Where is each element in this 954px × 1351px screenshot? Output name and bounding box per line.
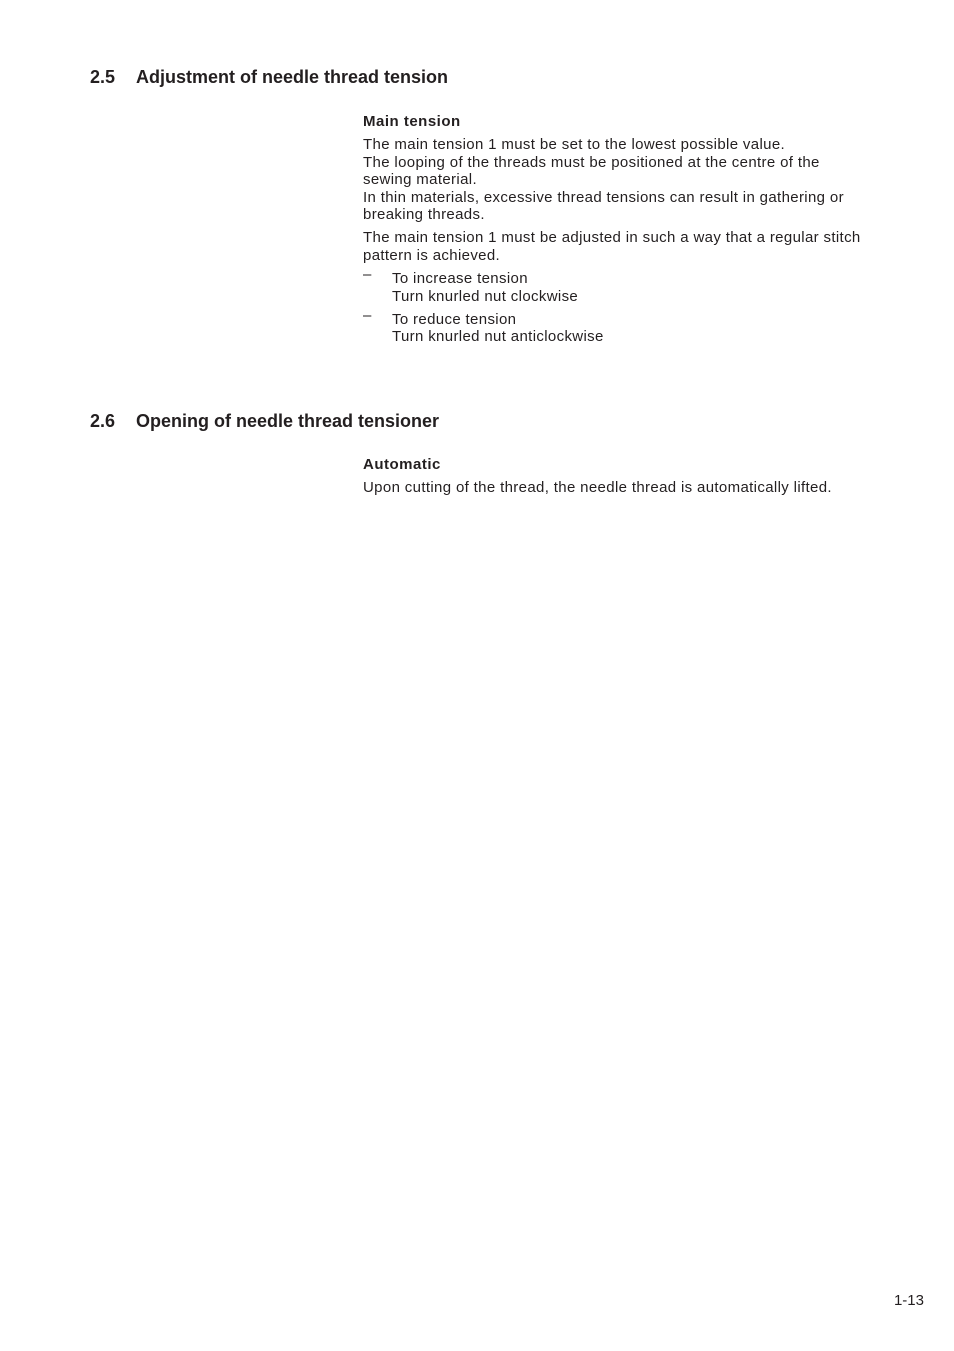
list-item [363, 307, 923, 346]
paragraph-line: Upon cutting of the thread, the needle thread is automatically lifted. [363, 479, 832, 497]
section-2-5-body [363, 113, 923, 346]
subheading-automatic: Automatic [363, 456, 441, 473]
subheading-main-tension: Main tension [363, 113, 461, 130]
paragraph-line: breaking threads. [363, 206, 485, 224]
list-item [363, 266, 923, 305]
list-item-line: To reduce tension [392, 311, 517, 329]
paragraph-line: The main tension 1 must be set to the lowest possible value. [363, 136, 786, 154]
list-item-line: Turn knurled nut clockwise [392, 287, 579, 305]
paragraph-line: The looping of the threads must be positioned at the centre of the [363, 153, 820, 171]
section-number: 2.6 [90, 411, 116, 431]
dash-bullet: – [363, 266, 372, 284]
dash-bullet: – [363, 307, 372, 325]
paragraph-line: sewing material. [363, 171, 477, 189]
paragraph-line: In thin materials, excessive thread tensions can result in gathering or [363, 188, 844, 206]
paragraph-line: pattern is achieved. [363, 246, 501, 264]
paragraph-line: The main tension 1 must be adjusted in such a way that a regular stitch [363, 229, 861, 247]
section-title: Adjustment of needle thread tension [136, 67, 449, 87]
section-number: 2.5 [90, 67, 116, 87]
list-item-line: Turn knurled nut anticlockwise [392, 328, 604, 346]
section-heading-2-6 [90, 411, 439, 432]
section-heading-2-5 [90, 67, 448, 88]
section-2-6-body [363, 456, 923, 497]
page-number: 1-13 [893, 1292, 924, 1309]
section-title: Opening of needle thread tensioner [136, 411, 440, 431]
list-item-line: To increase tension [392, 270, 528, 288]
